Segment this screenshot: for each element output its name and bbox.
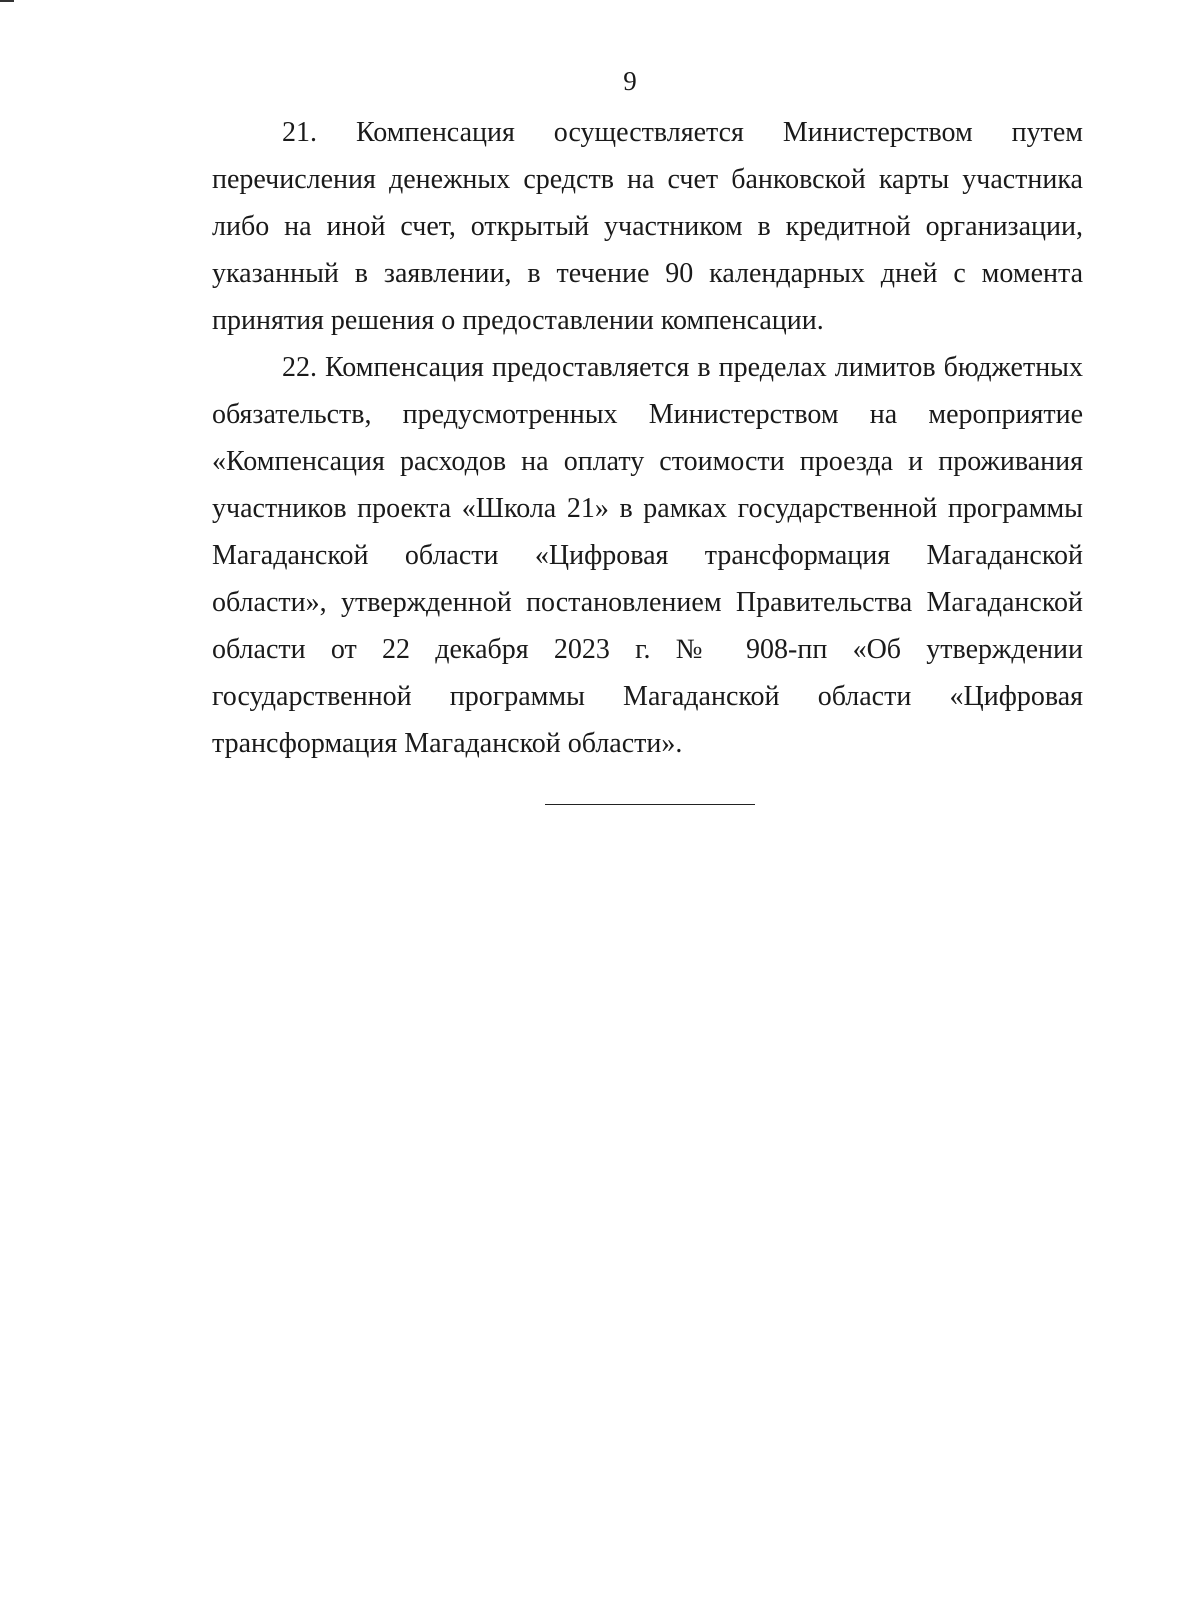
- document-body: [212, 109, 1083, 767]
- page-number: 9: [623, 66, 637, 96]
- scan-corner-mark: [0, 0, 14, 2]
- paragraph-22: 22. Компенсация предоставляется в пределах лимитов бюджетных обязательств, предусмотренных Министерством на мероприятие «Компенсация расходов на оплату стоимости проезда и проживания участников проекта «Школа 21» в рамках государственной программы Магаданской области «Цифровая трансформация Магаданской области», утвержденной постановлением Правительства Магаданской области от 22 декабря 2023 г. № 908-пп «Об утверждении государственной программы Магаданской области «Цифровая трансформация Магаданской области».: [212, 352, 1083, 759]
- end-separator-line: [545, 804, 755, 805]
- paragraph-21: 21. Компенсация осуществляется Министерством путем перечисления денежных средств на счет банковской карты участника либо на иной счет, открытый участником в кредитной организации, указанный в заявлении, в течение 90 календарных дней с момента принятия решения о предоставлении компенсации.: [212, 117, 1083, 336]
